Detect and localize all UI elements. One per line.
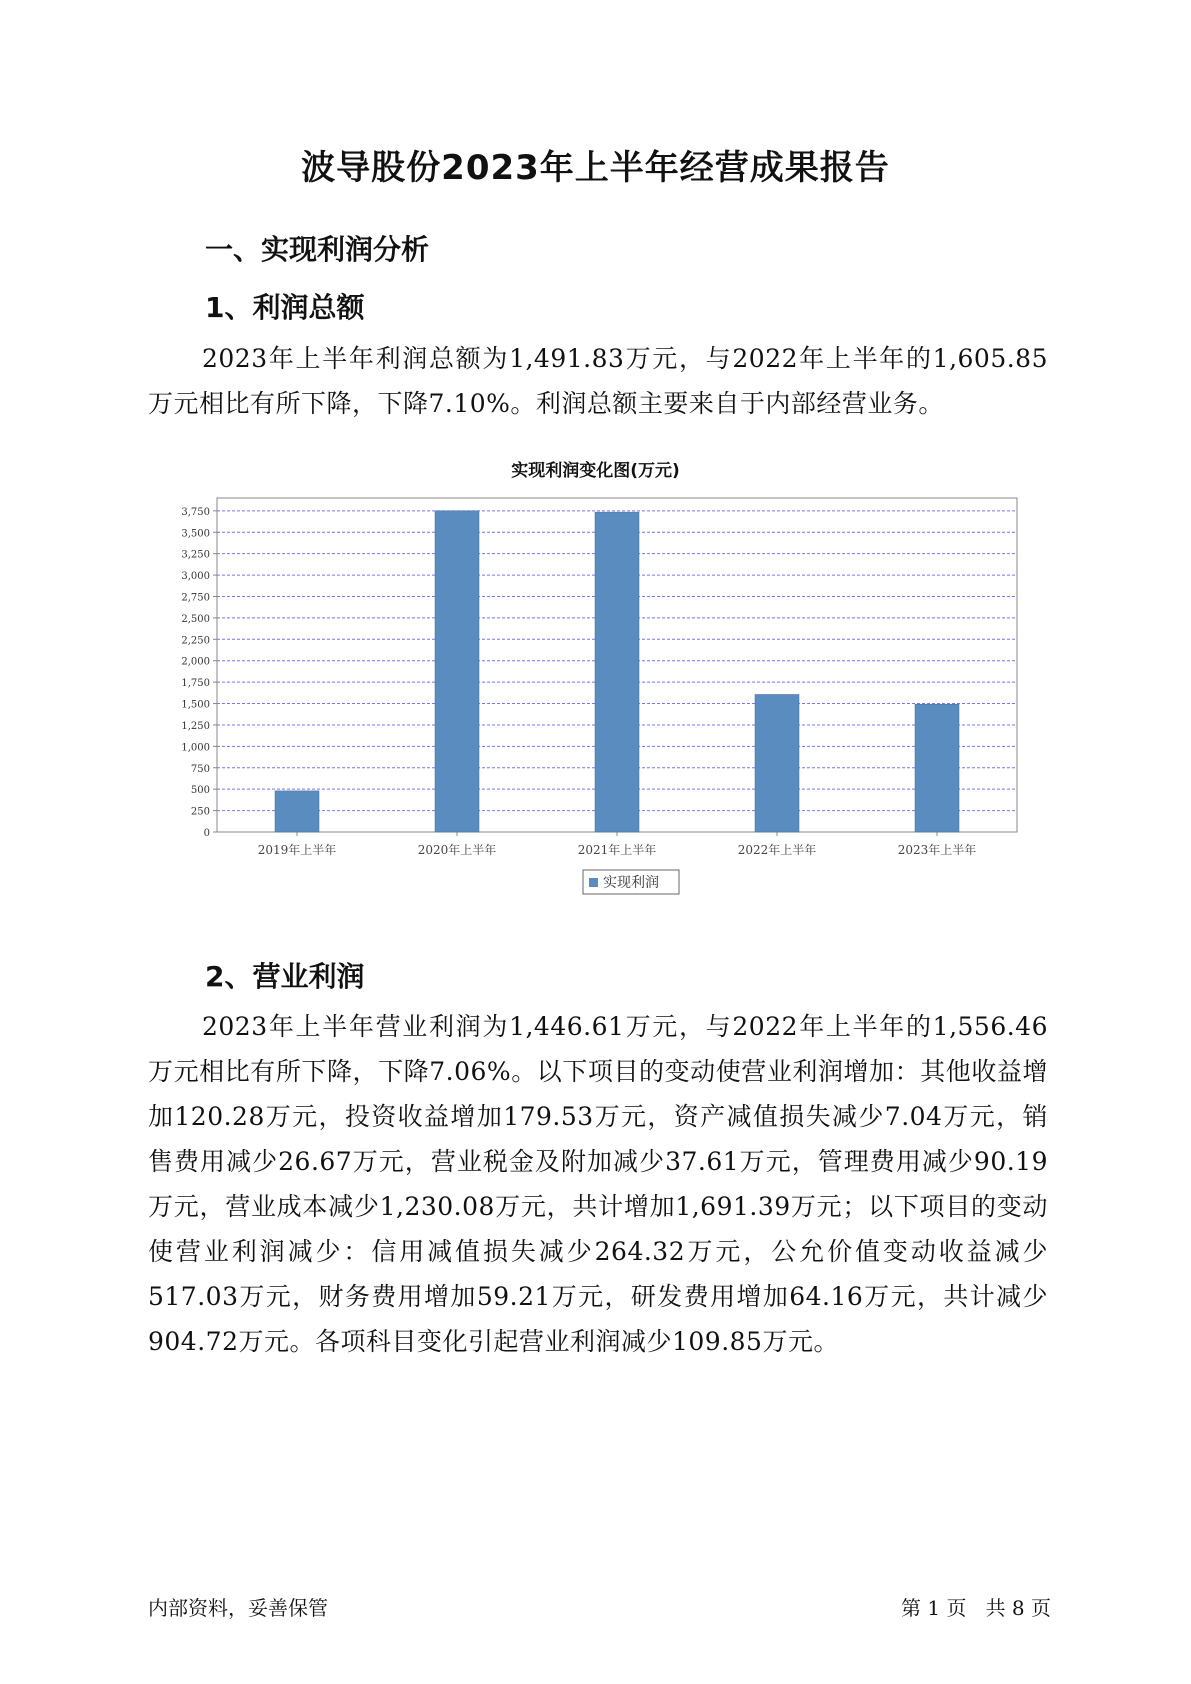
bar bbox=[435, 511, 479, 832]
footer-page-number: 第 1 页 共 8 页 bbox=[901, 1596, 1051, 1620]
y-tick-label: 1,500 bbox=[181, 699, 210, 711]
footer-confidential-note: 内部资料，妥善保管 bbox=[148, 1596, 328, 1620]
total-profit-paragraph: 2023年上半年利润总额为1,491.83万元，与2022年上半年的1,605.85万元相比有所下降，下降7.10%。利润总额主要来自于内部经营业务。 bbox=[148, 344, 1048, 418]
x-tick-label: 2020年上半年 bbox=[417, 843, 497, 857]
y-tick-label: 3,750 bbox=[181, 506, 210, 518]
bar bbox=[755, 694, 799, 832]
section-heading-profit-analysis: 一、实现利润分析 bbox=[205, 233, 430, 266]
chart-title: 实现利润变化图(万元) bbox=[511, 461, 680, 481]
legend-swatch bbox=[589, 878, 598, 887]
x-tick-label: 2023年上半年 bbox=[897, 843, 977, 857]
y-tick-label: 1,000 bbox=[181, 742, 210, 754]
bar bbox=[915, 704, 959, 832]
subsection-heading-operating-profit: 2、营业利润 bbox=[205, 960, 365, 993]
y-tick-label: 0 bbox=[203, 828, 210, 839]
bar bbox=[595, 512, 639, 832]
document-title: 波导股份2023年上半年经营成果报告 bbox=[301, 148, 890, 188]
y-tick-label: 2,500 bbox=[181, 613, 210, 625]
y-tick-label: 2,000 bbox=[181, 656, 210, 668]
profit-bar-chart bbox=[150, 490, 1050, 910]
x-tick-label: 2019年上半年 bbox=[257, 843, 337, 857]
legend-label: 实现利润 bbox=[603, 875, 659, 891]
y-tick-label: 750 bbox=[190, 763, 210, 775]
x-tick-label: 2021年上半年 bbox=[577, 843, 657, 857]
operating-profit-paragraph: 2023年上半年营业利润为1,446.61万元，与2022年上半年的1,556.46万元相比有所下降，下降7.06%。以下项目的变动使营业利润增加：其他收益增加120.28万元，投资收益增加179.53万元，资产减值损失减少7.04万元，销售费用减少26.67万元，营业税金及附加减少37.61万元，管理费用减少90.19万元，营业成本减少1,230.08万元，共计增加1,691.39万元；以下项目的变动使营业利润减少：信用减值损失减少264.32万元，公允价值变动收益减少517.03万元，财务费用增加59.21万元，研发费用增加64.16万元，共计减少904.72万元。各项科目变化引起营业利润减少109.85万元。 bbox=[148, 1012, 1048, 1356]
y-tick-label: 3,000 bbox=[181, 571, 210, 583]
y-tick-label: 3,500 bbox=[181, 528, 210, 540]
y-tick-label: 1,750 bbox=[181, 678, 210, 690]
y-tick-label: 3,250 bbox=[181, 549, 210, 561]
y-tick-label: 1,250 bbox=[181, 720, 210, 732]
bar bbox=[275, 791, 319, 832]
subsection-heading-total-profit: 1、利润总额 bbox=[205, 291, 365, 324]
y-tick-label: 500 bbox=[190, 785, 210, 797]
y-tick-label: 2,750 bbox=[181, 592, 210, 604]
x-tick-label: 2022年上半年 bbox=[737, 843, 817, 857]
y-tick-label: 250 bbox=[190, 806, 210, 818]
y-tick-label: 2,250 bbox=[181, 635, 210, 647]
